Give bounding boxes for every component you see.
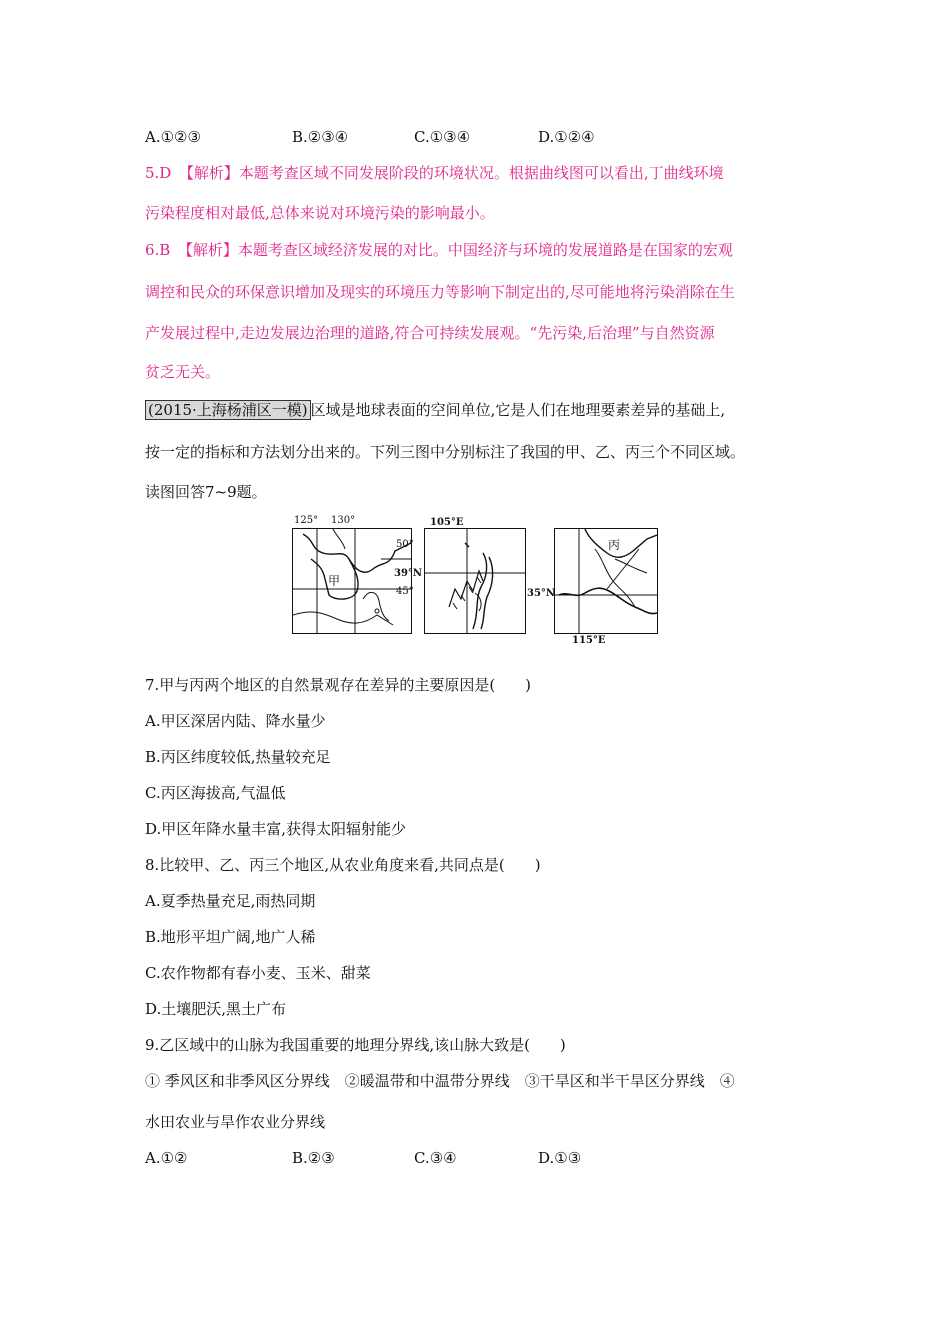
q8-option-d: D.土壤肥沃,黑土广布 bbox=[145, 1000, 287, 1018]
answer5-line2: 污染程度相对最低,总体来说对环境污染的影响最小。 bbox=[145, 204, 495, 222]
answer5-line1 bbox=[145, 163, 724, 183]
q6-option-c: C.①③④ bbox=[414, 128, 471, 146]
q6-option-a: A.①②③ bbox=[145, 128, 201, 146]
map1-region: 甲 bbox=[328, 574, 341, 588]
intro-line1 bbox=[145, 400, 725, 420]
answer5-number: 5.D bbox=[145, 164, 172, 182]
q9-option-c: C.③④ bbox=[414, 1149, 457, 1167]
q7-option-a: A.甲区深居内陆、降水量少 bbox=[145, 712, 326, 730]
map3-lat: 35°N bbox=[527, 588, 556, 599]
map1-frame bbox=[292, 528, 412, 634]
q9-statements-line1: ① 季风区和非季风区分界线 ②暖温带和中温带分界线 ③干旱区和半干旱区分界线 ④ bbox=[145, 1072, 735, 1090]
q7-option-d: D.甲区年降水量丰富,获得太阳辐射能少 bbox=[145, 820, 407, 838]
region-maps-figure bbox=[290, 514, 660, 646]
q9-stem: 9.乙区域中的山脉为我国重要的地理分界线,该山脉大致是( ) bbox=[145, 1036, 566, 1054]
map1-lon1: 125° bbox=[294, 515, 319, 526]
intro-line2: 按一定的指标和方法划分出来的。下列三图中分别标注了我国的甲、乙、丙三个不同区域。 bbox=[145, 443, 746, 461]
map1-drawing bbox=[293, 529, 411, 633]
map1-lat1: 50° bbox=[396, 539, 414, 550]
source-tag: (2015·上海杨浦区一模) bbox=[145, 400, 311, 420]
map3-frame bbox=[554, 528, 658, 634]
answer6-line2: 调控和民众的环保意识增加及现实的环境压力等影响下制定出的,尽可能地将污染消除在生 bbox=[145, 283, 735, 301]
map2-frame bbox=[424, 528, 526, 634]
q9-option-d: D.①③ bbox=[538, 1149, 582, 1167]
q6-option-d: D.①②④ bbox=[538, 128, 595, 146]
answer6-tag: 【解析】 bbox=[185, 241, 238, 259]
q8-option-c: C.农作物都有春小麦、玉米、甜菜 bbox=[145, 964, 371, 982]
q8-option-b: B.地形平坦广阔,地广人稀 bbox=[145, 928, 316, 946]
q9-statements-line2: 水田农业与旱作农业分界线 bbox=[145, 1113, 326, 1131]
answer6-number: 6.B bbox=[145, 241, 171, 259]
answer6-line4: 贫乏无关。 bbox=[145, 363, 221, 381]
map2-lat: 39°N bbox=[394, 568, 423, 579]
q7-stem: 7.甲与丙两个地区的自然景观存在差异的主要原因是( ) bbox=[145, 676, 532, 694]
q9-option-a: A.①② bbox=[145, 1149, 188, 1167]
answer5-text1: 本题考查区域不同发展阶段的环境状况。根据曲线图可以看出,丁曲线环境 bbox=[238, 164, 724, 182]
map1-lon2: 130° bbox=[331, 515, 356, 526]
map1-lat2: 45° bbox=[396, 586, 414, 597]
q7-option-c: C.丙区海拔高,气温低 bbox=[145, 784, 286, 802]
answer5-tag: 【解析】 bbox=[186, 164, 239, 182]
map3-drawing bbox=[555, 529, 657, 633]
q8-option-a: A.夏季热量充足,雨热同期 bbox=[145, 892, 316, 910]
map2-drawing bbox=[425, 529, 525, 633]
map3-lon: 115°E bbox=[572, 635, 606, 646]
intro-text1: 区域是地球表面的空间单位,它是人们在地理要素差异的基础上, bbox=[310, 401, 726, 419]
answer6-line1 bbox=[145, 240, 733, 260]
q7-option-b: B.丙区纬度较低,热量较充足 bbox=[145, 748, 331, 766]
q9-option-b: B.②③ bbox=[292, 1149, 335, 1167]
intro-line3: 读图回答7~9题。 bbox=[145, 483, 267, 501]
q6-option-b: B.②③④ bbox=[292, 128, 349, 146]
map3-region: 丙 bbox=[608, 538, 621, 552]
answer6-line3: 产发展过程中,走边发展边治理的道路,符合可持续发展观。“先污染,后治理”与自然资源 bbox=[145, 324, 715, 342]
answer6-text1: 本题考查区域经济发展的对比。中国经济与环境的发展道路是在国家的宏观 bbox=[237, 241, 733, 259]
q8-stem: 8.比较甲、乙、丙三个地区,从农业角度来看,共同点是( ) bbox=[145, 856, 541, 874]
map2-lon: 105°E bbox=[430, 517, 464, 528]
